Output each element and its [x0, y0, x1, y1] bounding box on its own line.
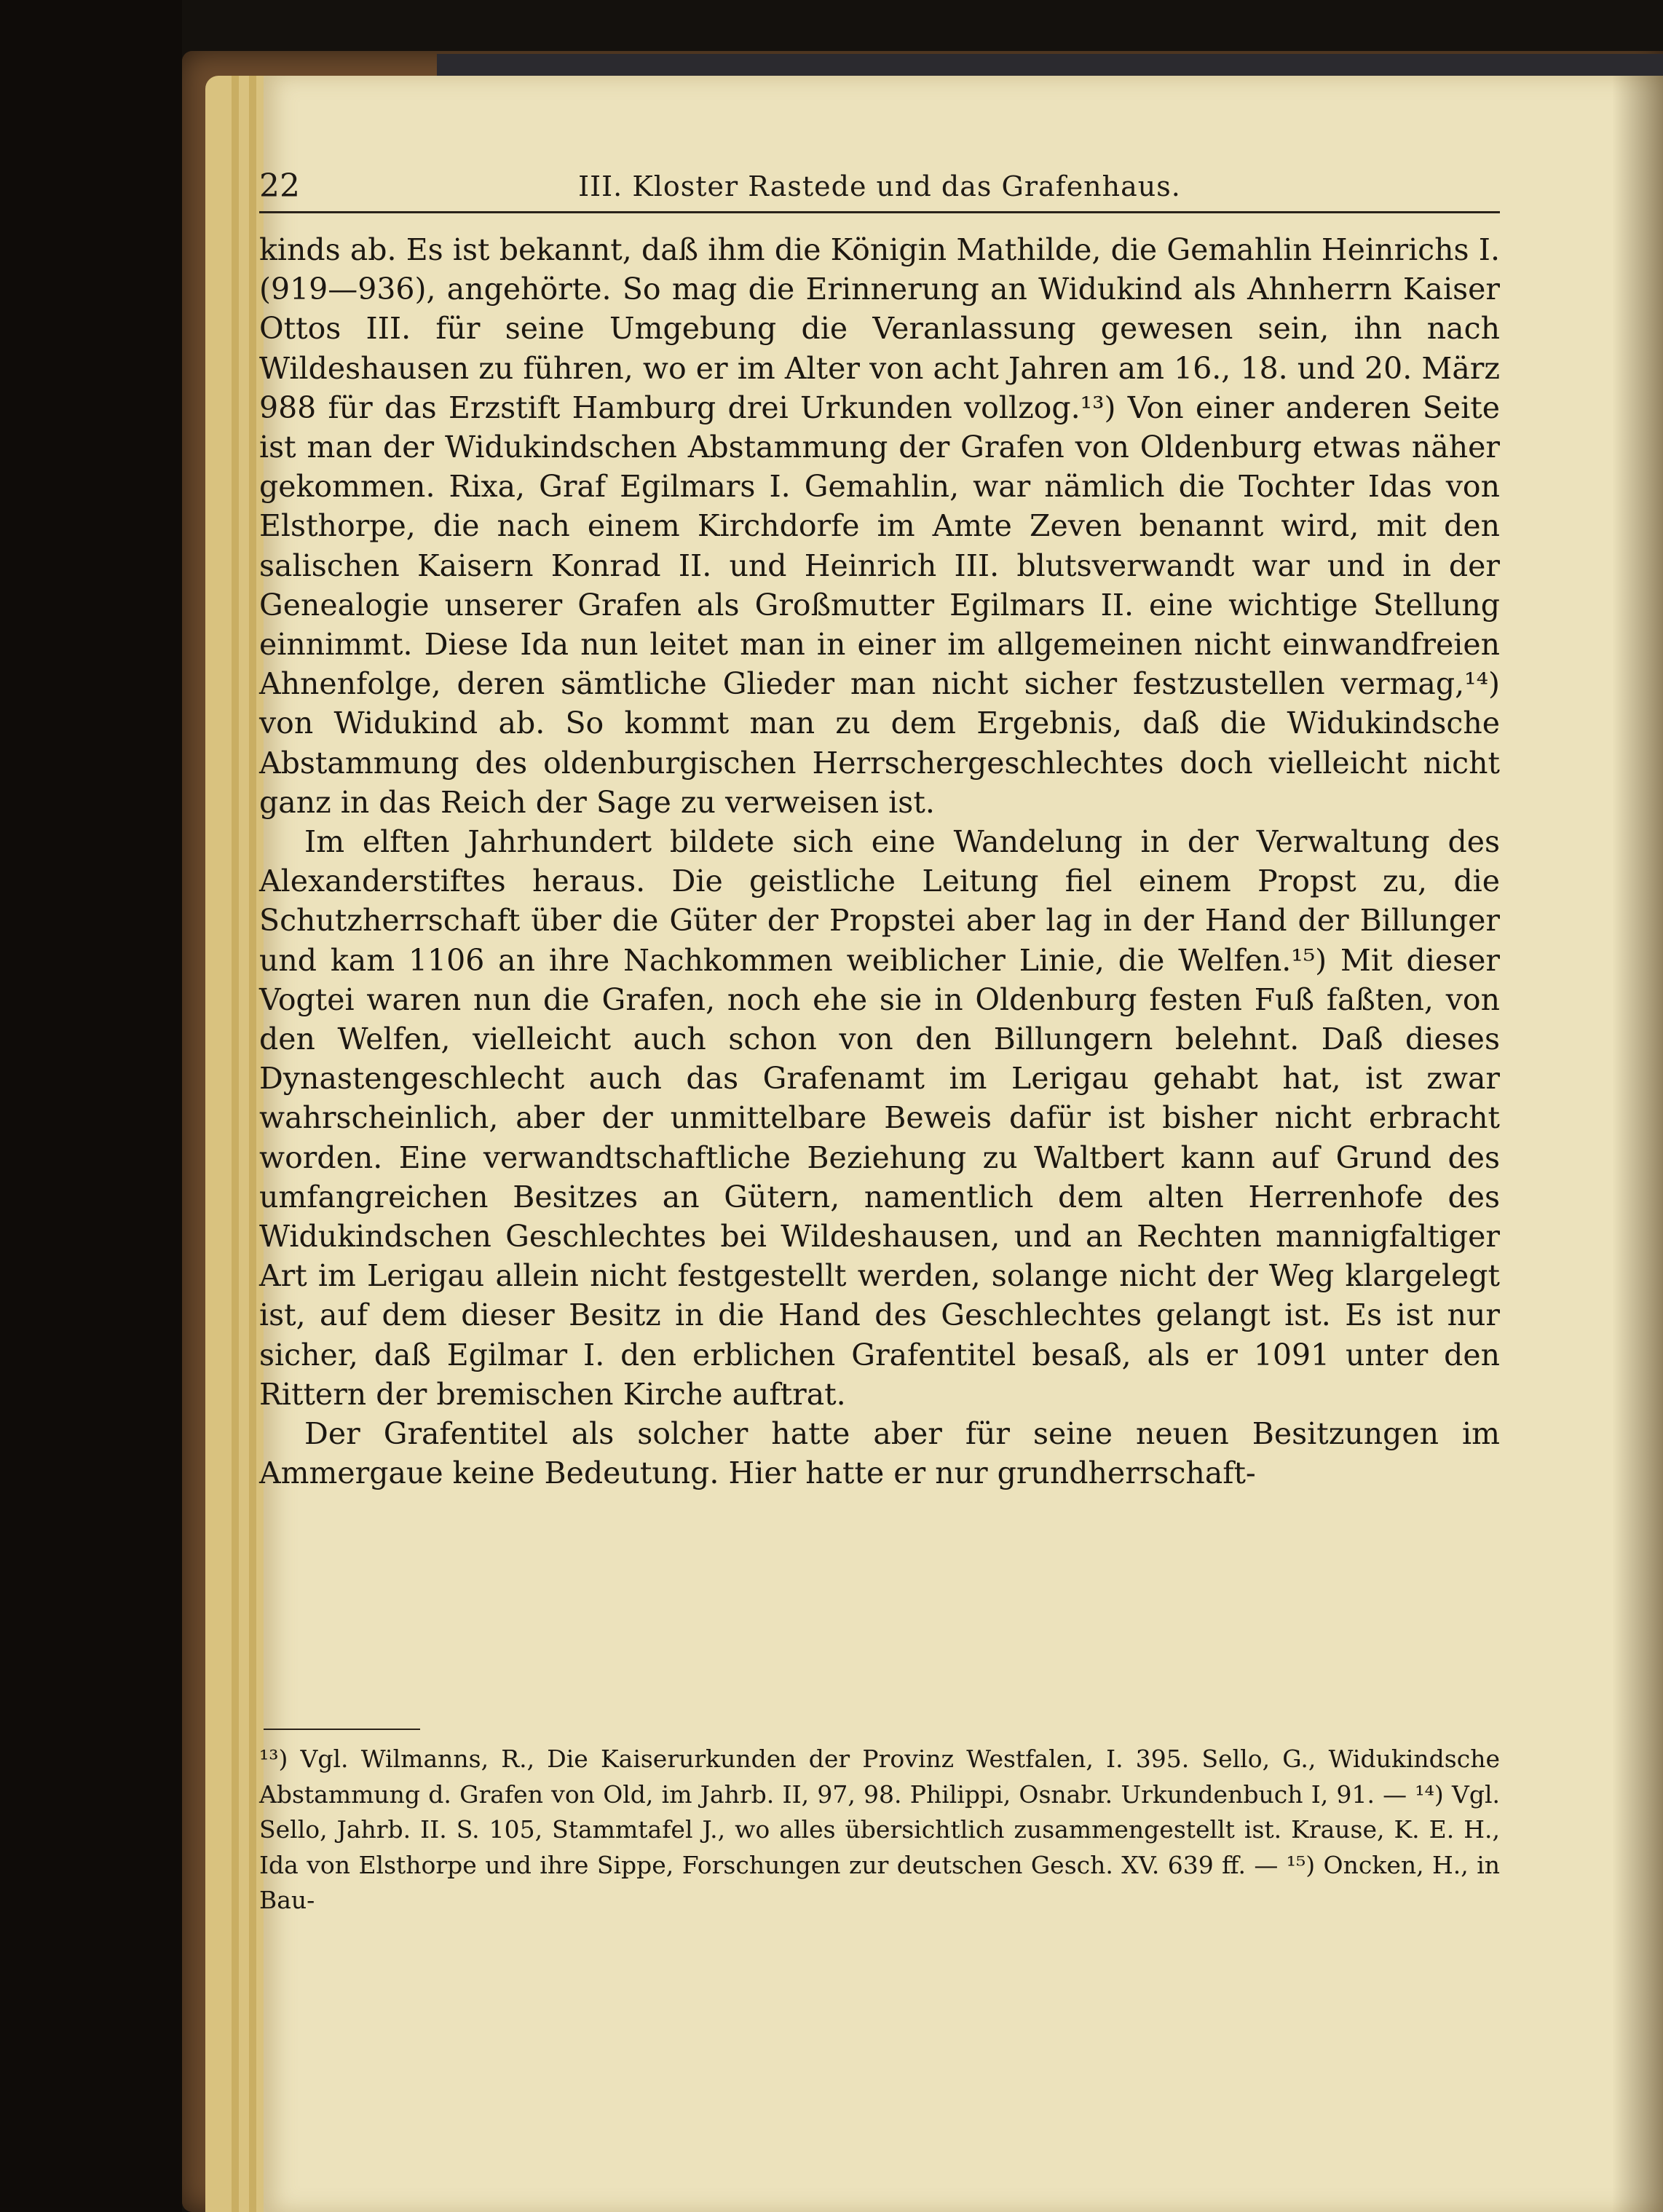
paragraph: kinds ab. Es ist bekannt, daß ihm die Königin Mathilde, die Gemahlin Heinrichs I. (919—936), angehörte. So mag die Erinnerung an Widukind als Ahnherrn Kaiser Ottos III. für seine Umgebung die Veranlassung gewesen sein, ihn nach Wildeshausen zu führen, wo er im Alter von acht Jahren am 16., 18. und 20. März 988 für das Erzstift Hamburg drei Urkunden vollzog.¹³) Von einer anderen Seite ist man der Widukindschen Abstammung der Grafen von Oldenburg etwas näher gekommen. Rixa, Graf Egilmars I. Gemahlin, war nämlich die Tochter Idas von Elsthorpe, die nach einem Kirchdorfe im Amte Zeven benannt wird, mit den salischen Kaisern Konrad II. und Heinrich III. blutsverwandt war und in der Genealogie unserer Grafen als Großmutter Egilmars II. eine wichtige Stellung einnimmt. Diese Ida nun leitet man in einer im allgemeinen nicht einwandfreien Ahnenfolge, deren sämtliche Glieder man nicht sicher festzustellen vermag,¹⁴) von Widukind ab. So kommt man zu dem Ergebnis, daß die Widukindsche Abstammung des oldenburgischen Herrschergeschlechtes doch vielleicht nicht ganz in das Reich der Sage zu verweisen ist.	[259, 232, 1500, 820]
dark-background	[0, 0, 182, 2212]
running-title: III. Kloster Rastede und das Grafenhaus.	[578, 170, 1181, 202]
paragraph: Im elften Jahrhundert bildete sich eine Wandelung in der Verwaltung des Alexanderstiftes heraus. Die geistliche Leitung fiel einem Propst zu, die Schutzherrschaft über die Güter der Propstei aber lag in der Hand der Billunger und kam 1106 an ihre Nachkommen weiblicher Linie, die Welfen.¹⁵) Mit dieser Vogtei waren nun die Grafen, noch ehe sie in Oldenburg festen Fuß faßten, von den Welfen, vielleicht auch schon von den Billungern belehnt. Daß dieses Dynastengeschlecht auch das Grafenamt im Lerigau gehabt hat, ist zwar wahrscheinlich, aber der unmittelbare Beweis dafür ist bisher nicht erbracht worden. Eine verwandtschaftliche Beziehung zu Waltbert kann auf Grund des umfangreichen Besitzes an Gütern, namentlich dem alten Herrenhofe des Widukindschen Geschlechtes bei Wildeshausen, und an Rechten mannigfaltiger Art im Lerigau allein nicht festgestellt werden, solange nicht der Weg klargelegt ist, auf dem dieser Besitz in die Hand des Geschlechtes gelangt ist. Es ist nur sicher, daß Egilmar I. den erblichen Grafentitel besaß, als er 1091 unter den Rittern der bremischen Kirche auftrat.	[259, 824, 1500, 1412]
footnote-text: ¹³) Vgl. Wilmanns, R., Die Kaiserurkunden der Provinz Westfalen, I. 395. Sello, G., Widukindsche Abstammung d. Grafen von Old, im Jahrb. II, 97, 98. Philippi, Osnabr. Urkundenbuch I, 91. — ¹⁴) Vgl. Sello, Jahrb. II. S. 105, Stammtafel J., wo alles übersichtlich zusammengestellt ist. Krause, K. E. H., Ida von Elsthorpe und ihre Sippe, Forschungen zur deutschen Gesch. XV. 639 ff. — ¹⁵) Oncken, H., in Bau-	[259, 1745, 1500, 1914]
gutter-shadow	[1612, 76, 1663, 2212]
paragraph: Der Grafentitel als solcher hatte aber für seine neuen Besitzungen im Ammergaue keine Bedeutung. Hier hatte er nur grundherrschaft-	[259, 1416, 1500, 1491]
footnote-rule	[264, 1729, 420, 1730]
page-number: 22	[259, 167, 300, 205]
page-edge-line	[232, 76, 239, 2212]
footnotes	[259, 1742, 1500, 1919]
spine-strip	[437, 54, 1663, 76]
body-text	[259, 230, 1500, 1493]
page-header	[259, 160, 1500, 213]
page-edge-line	[249, 76, 256, 2212]
